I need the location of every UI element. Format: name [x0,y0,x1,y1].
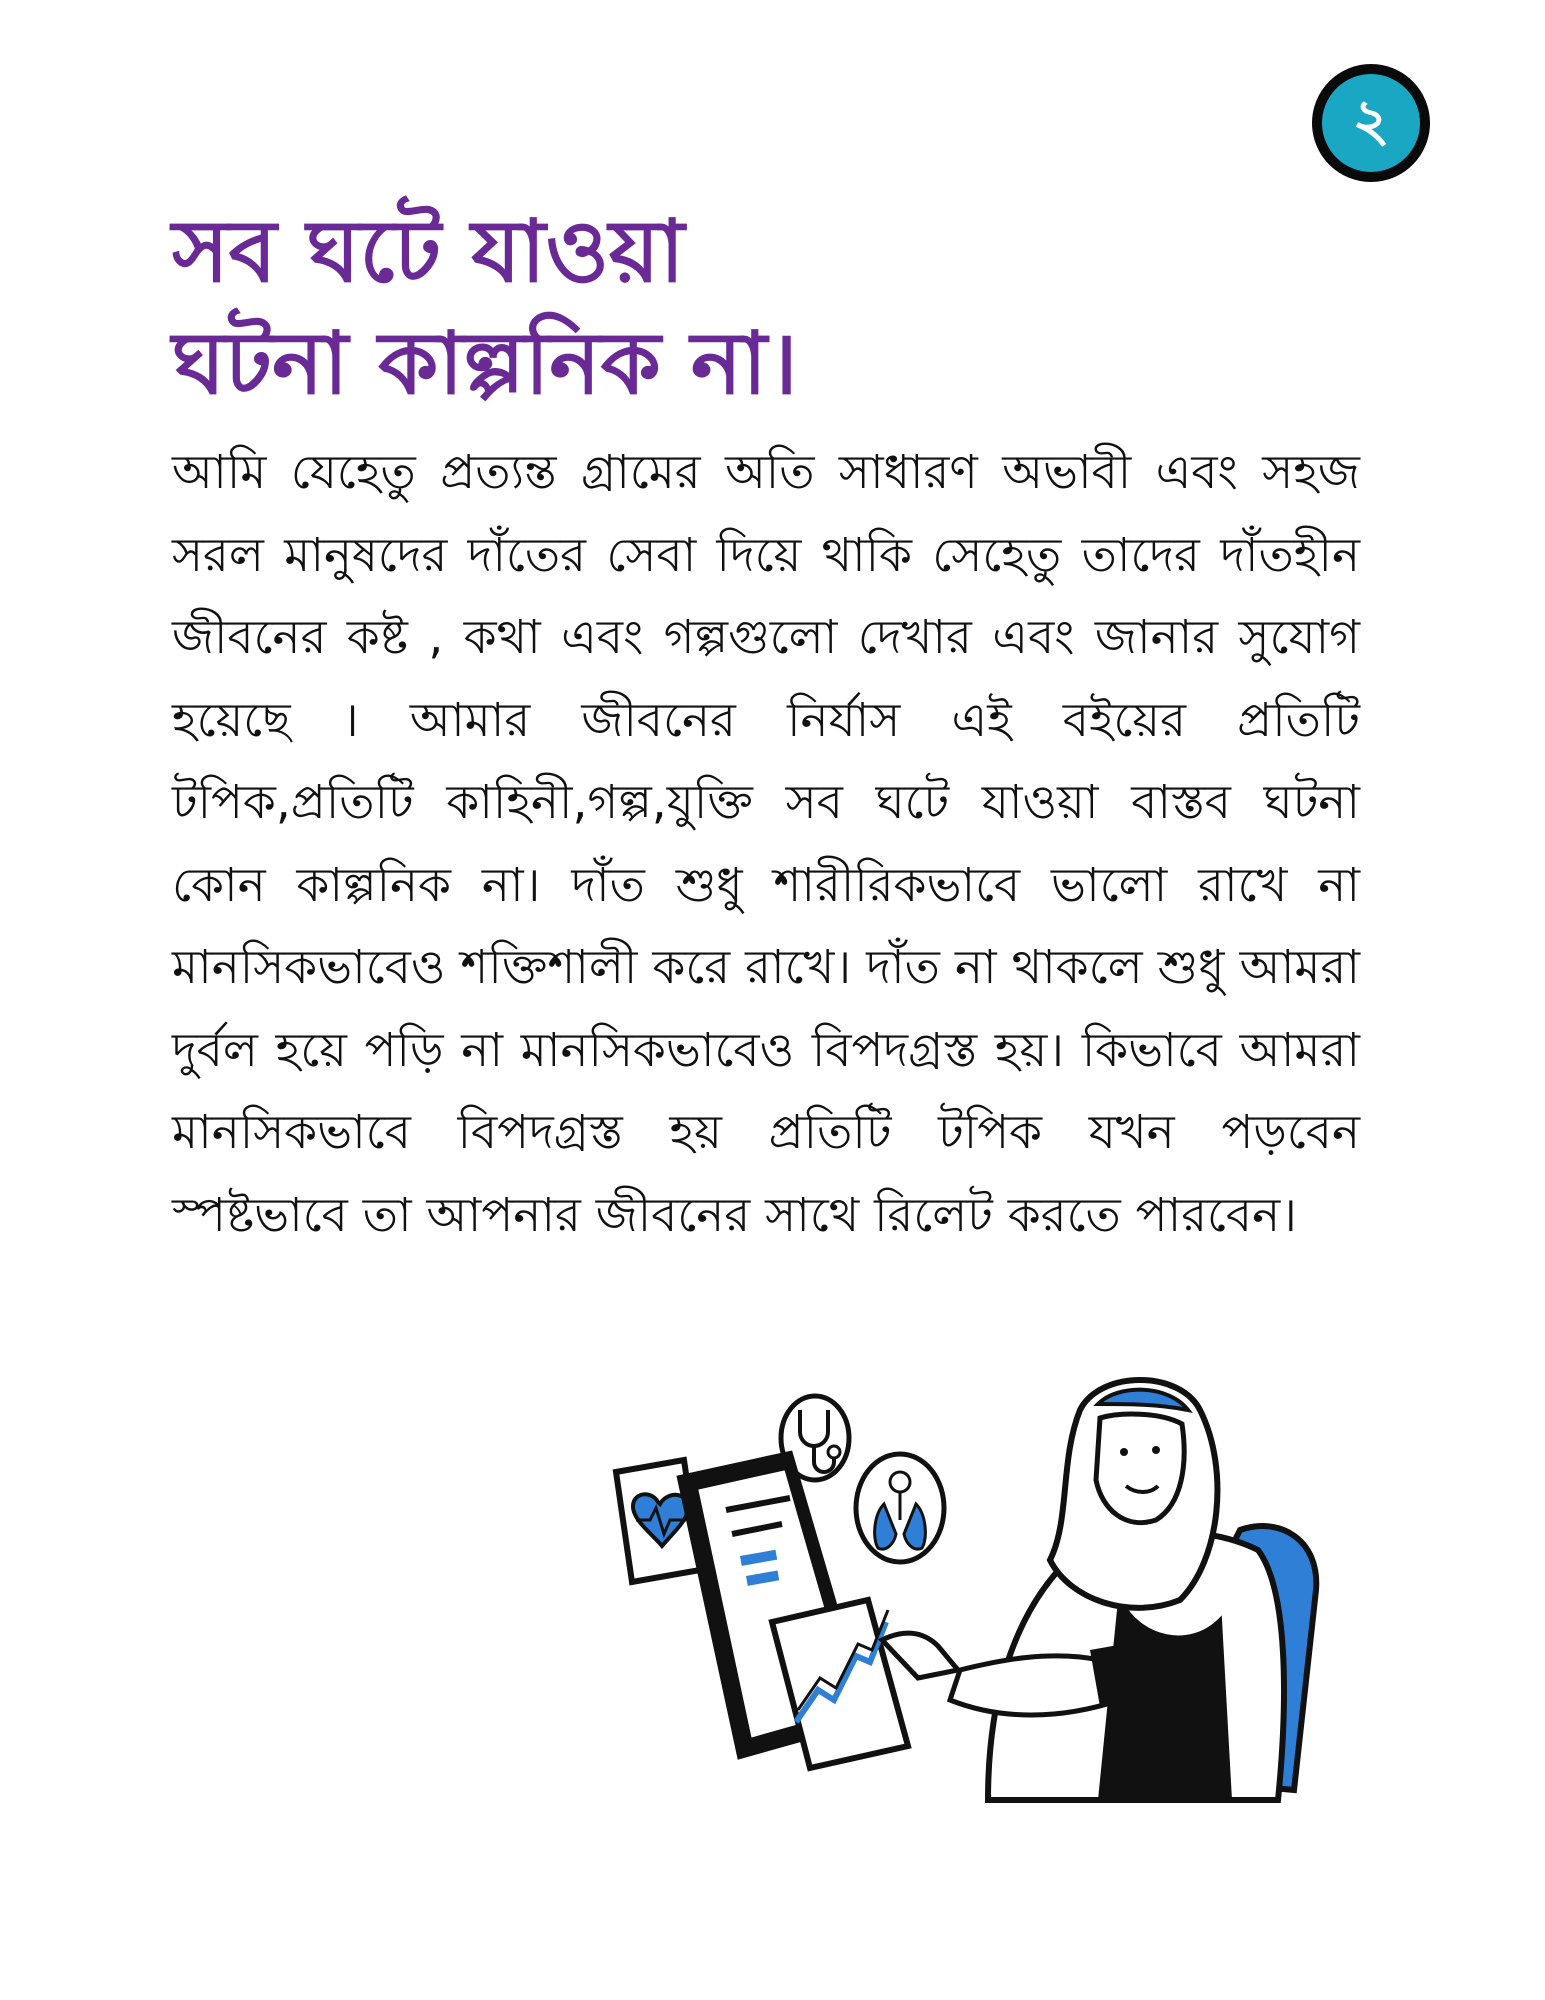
title-line-2: ঘটনা কাল্পনিক না। [172,314,798,414]
page-number-badge [1312,64,1430,182]
title-line-1: সব ঘটে যাওয়া [172,202,685,302]
page-title [172,196,1272,420]
doctor-illustration [600,1370,1390,1840]
doctor-figure [882,1380,1284,1800]
page-number: ২ [1352,86,1390,154]
lungs-icon [856,1454,944,1562]
body-paragraph: আমি যেহেতু প্রত্যন্ত গ্রামের অতি সাধারণ অভাবী এবং সহজ সরল মানুষদের দাঁতের সেবা দিয়ে থাকি সেহেতু তাদের দাঁতহীন জীবনের কষ্ট , কথা এবং গল্পগুলো দেখার এবং জানার সুযোগ হয়েছে । আমার জীবনের নির্যাস এই বইয়ের প্রতিটি টপিক,প্রতিটি কাহিনী,গল্প,যুক্তি সব ঘটে যাওয়া বাস্তব ঘটনা কোন কাল্পনিক না। দাঁত শুধু শারীরিকভাবে ভালো রাখে না মানসিকভাবেও শক্তিশালী করে রাখে। দাঁত না থাকলে শুধু আমরা দুর্বল হয়ে পড়ি না মানসিকভাবেও বিপদগ্রস্ত হয়। কিভাবে আমরা মানসিকভাবে বিপদগ্রস্ত হয় প্রতিটি টপিক যখন পড়বেন স্পষ্টভাবে তা আপনার জীবনের সাথে রিলেট করতে পারবেন। [172,445,1360,1243]
